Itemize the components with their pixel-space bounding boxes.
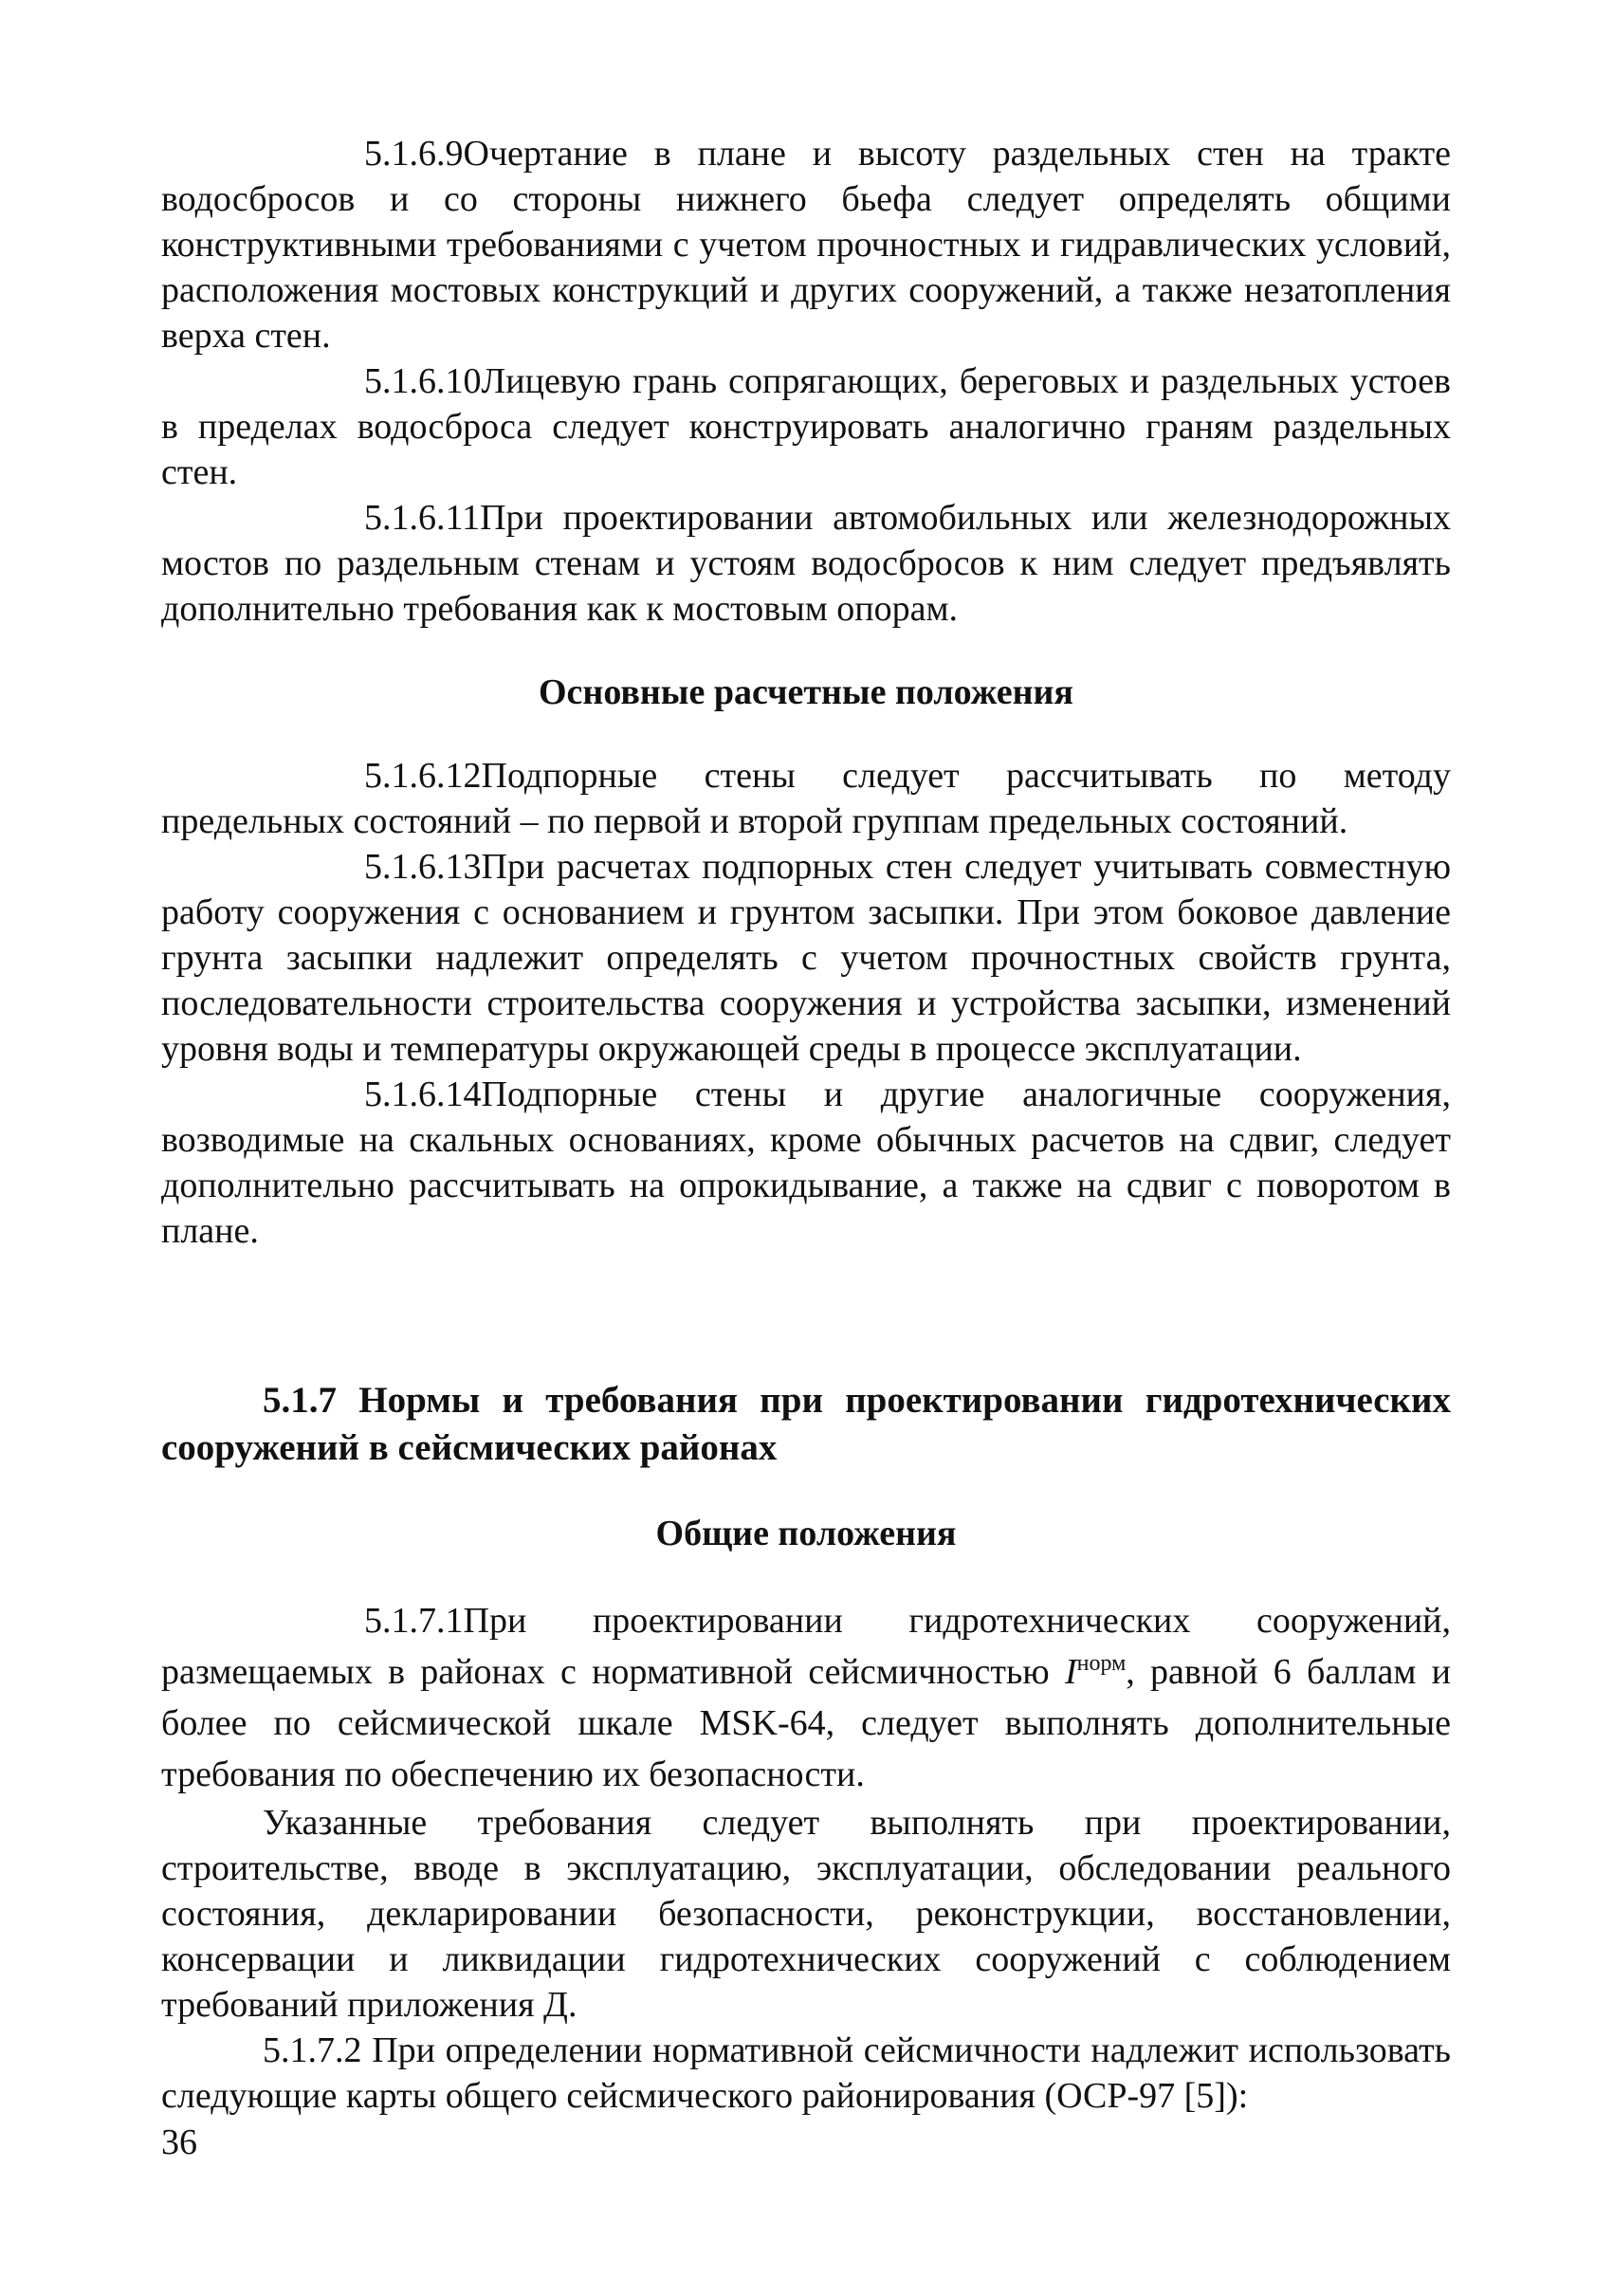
clause-text: Подпорные стены и другие аналогичные сооружения, возводимые на скальных основаниях, кроме обычных расчетов на сдвиг, следует дополнительно рассчитывать на опрокидывание, а также на сдвиг с поворотом в плане.: [161, 1075, 1451, 1251]
seismicity-symbol: I: [1064, 1652, 1077, 1692]
clause-text: При определении нормативной сейсмичности надлежит использовать следующие карты общего сейсмического районирования (ОСР-97 [5]):: [161, 2030, 1452, 2116]
section-number: 5.1.7: [263, 1380, 337, 1421]
section-title: Нормы и требования при проектировании гидротехнических сооружений в сейсмических районах: [161, 1380, 1451, 1468]
subsection-heading-general: Общие положения: [655, 1514, 957, 1553]
paragraph-text: Указанные требования следует выполнять при проектировании, строительстве, вводе в эксплуатацию, эксплуатации, обследовании реального состояния, декларировании безопасности, реконструкции, восстановлении, консервации и ликвидации гидротехнических сооружений с соблюдением требований приложения Д.: [161, 1803, 1451, 2025]
clause-number: 5.1.6.12: [364, 756, 482, 796]
page-number: 36: [161, 2122, 197, 2162]
clause-text: Лицевую грань сопрягающих, береговых и раздельных устоев в пределах водосброса следует конструировать аналогично граням раздельных стен.: [161, 361, 1451, 492]
paragraph-5-1-7-2: [161, 2028, 1451, 2119]
clause-number: 5.1.6.9: [364, 134, 464, 174]
text-block-2: [161, 753, 1451, 1254]
clause-text: Очертание в плане и высоту раздельных стен на тракте водосбросов и со стороны нижнего бьефа следует определять общими конструктивными требованиями с учетом прочностных и гидравлических условий, расположения мостовых конструкций и других сооружений, а также незатопления верха стен.: [161, 134, 1451, 356]
text-block-1: [161, 131, 1451, 632]
clause-text-after: , равной 6 баллам и более по сейсмической шкале MSK-64, следует выполнять дополнительные требования по обеспечению их безопасности.: [161, 1652, 1452, 1794]
seismicity-symbol-superscript: норм: [1076, 1651, 1127, 1676]
clause-number: 5.1.6.13: [364, 847, 482, 887]
paragraph-5-1-6-12: [161, 753, 1451, 844]
subsection-heading-calculation: Основные расчетные положения: [539, 672, 1073, 712]
paragraph-5-1-6-11: [161, 495, 1451, 632]
clause-number: 5.1.7.2: [263, 2030, 362, 2070]
clause-text: При расчетах подпорных стен следует учитывать совместную работу сооружения с основанием и грунтом засыпки. При этом боковое давление грунта засыпки надлежит определять с учетом прочностных свойств грунта, последовательности строительства сооружения и устройства засыпки, изменений уровня воды и температуры окружающей среды в процессе эксплуатации.: [161, 847, 1451, 1069]
clause-number: 5.1.7.1: [364, 1601, 464, 1641]
clause-text: При проектировании автомобильных или железнодорожных мостов по раздельным стенам и устоям водосбросов к ним следует предъявлять дополнительно требования как к мостовым опорам.: [161, 498, 1451, 629]
section-heading-5-1-7: [161, 1377, 1451, 1472]
paragraph-5-1-6-9: [161, 131, 1451, 358]
paragraph-5-1-7-1: [161, 1595, 1451, 1800]
text-block-3: [161, 1595, 1451, 2119]
clause-number: 5.1.6.11: [364, 498, 481, 538]
paragraph-5-1-6-14: [161, 1072, 1451, 1254]
paragraph-5-1-6-10: [161, 358, 1451, 495]
clause-text-before: При проектировании гидротехнических сооружений, размещаемых в районах с нормативной сейсмичностью: [161, 1601, 1451, 1692]
clause-text: Подпорные стены следует рассчитывать по методу предельных состояний – по первой и второй группам предельных состояний.: [161, 756, 1451, 841]
paragraph-requirements: [161, 1800, 1451, 2028]
clause-number: 5.1.6.14: [364, 1075, 482, 1114]
paragraph-5-1-6-13: [161, 844, 1451, 1072]
clause-number: 5.1.6.10: [364, 361, 482, 401]
